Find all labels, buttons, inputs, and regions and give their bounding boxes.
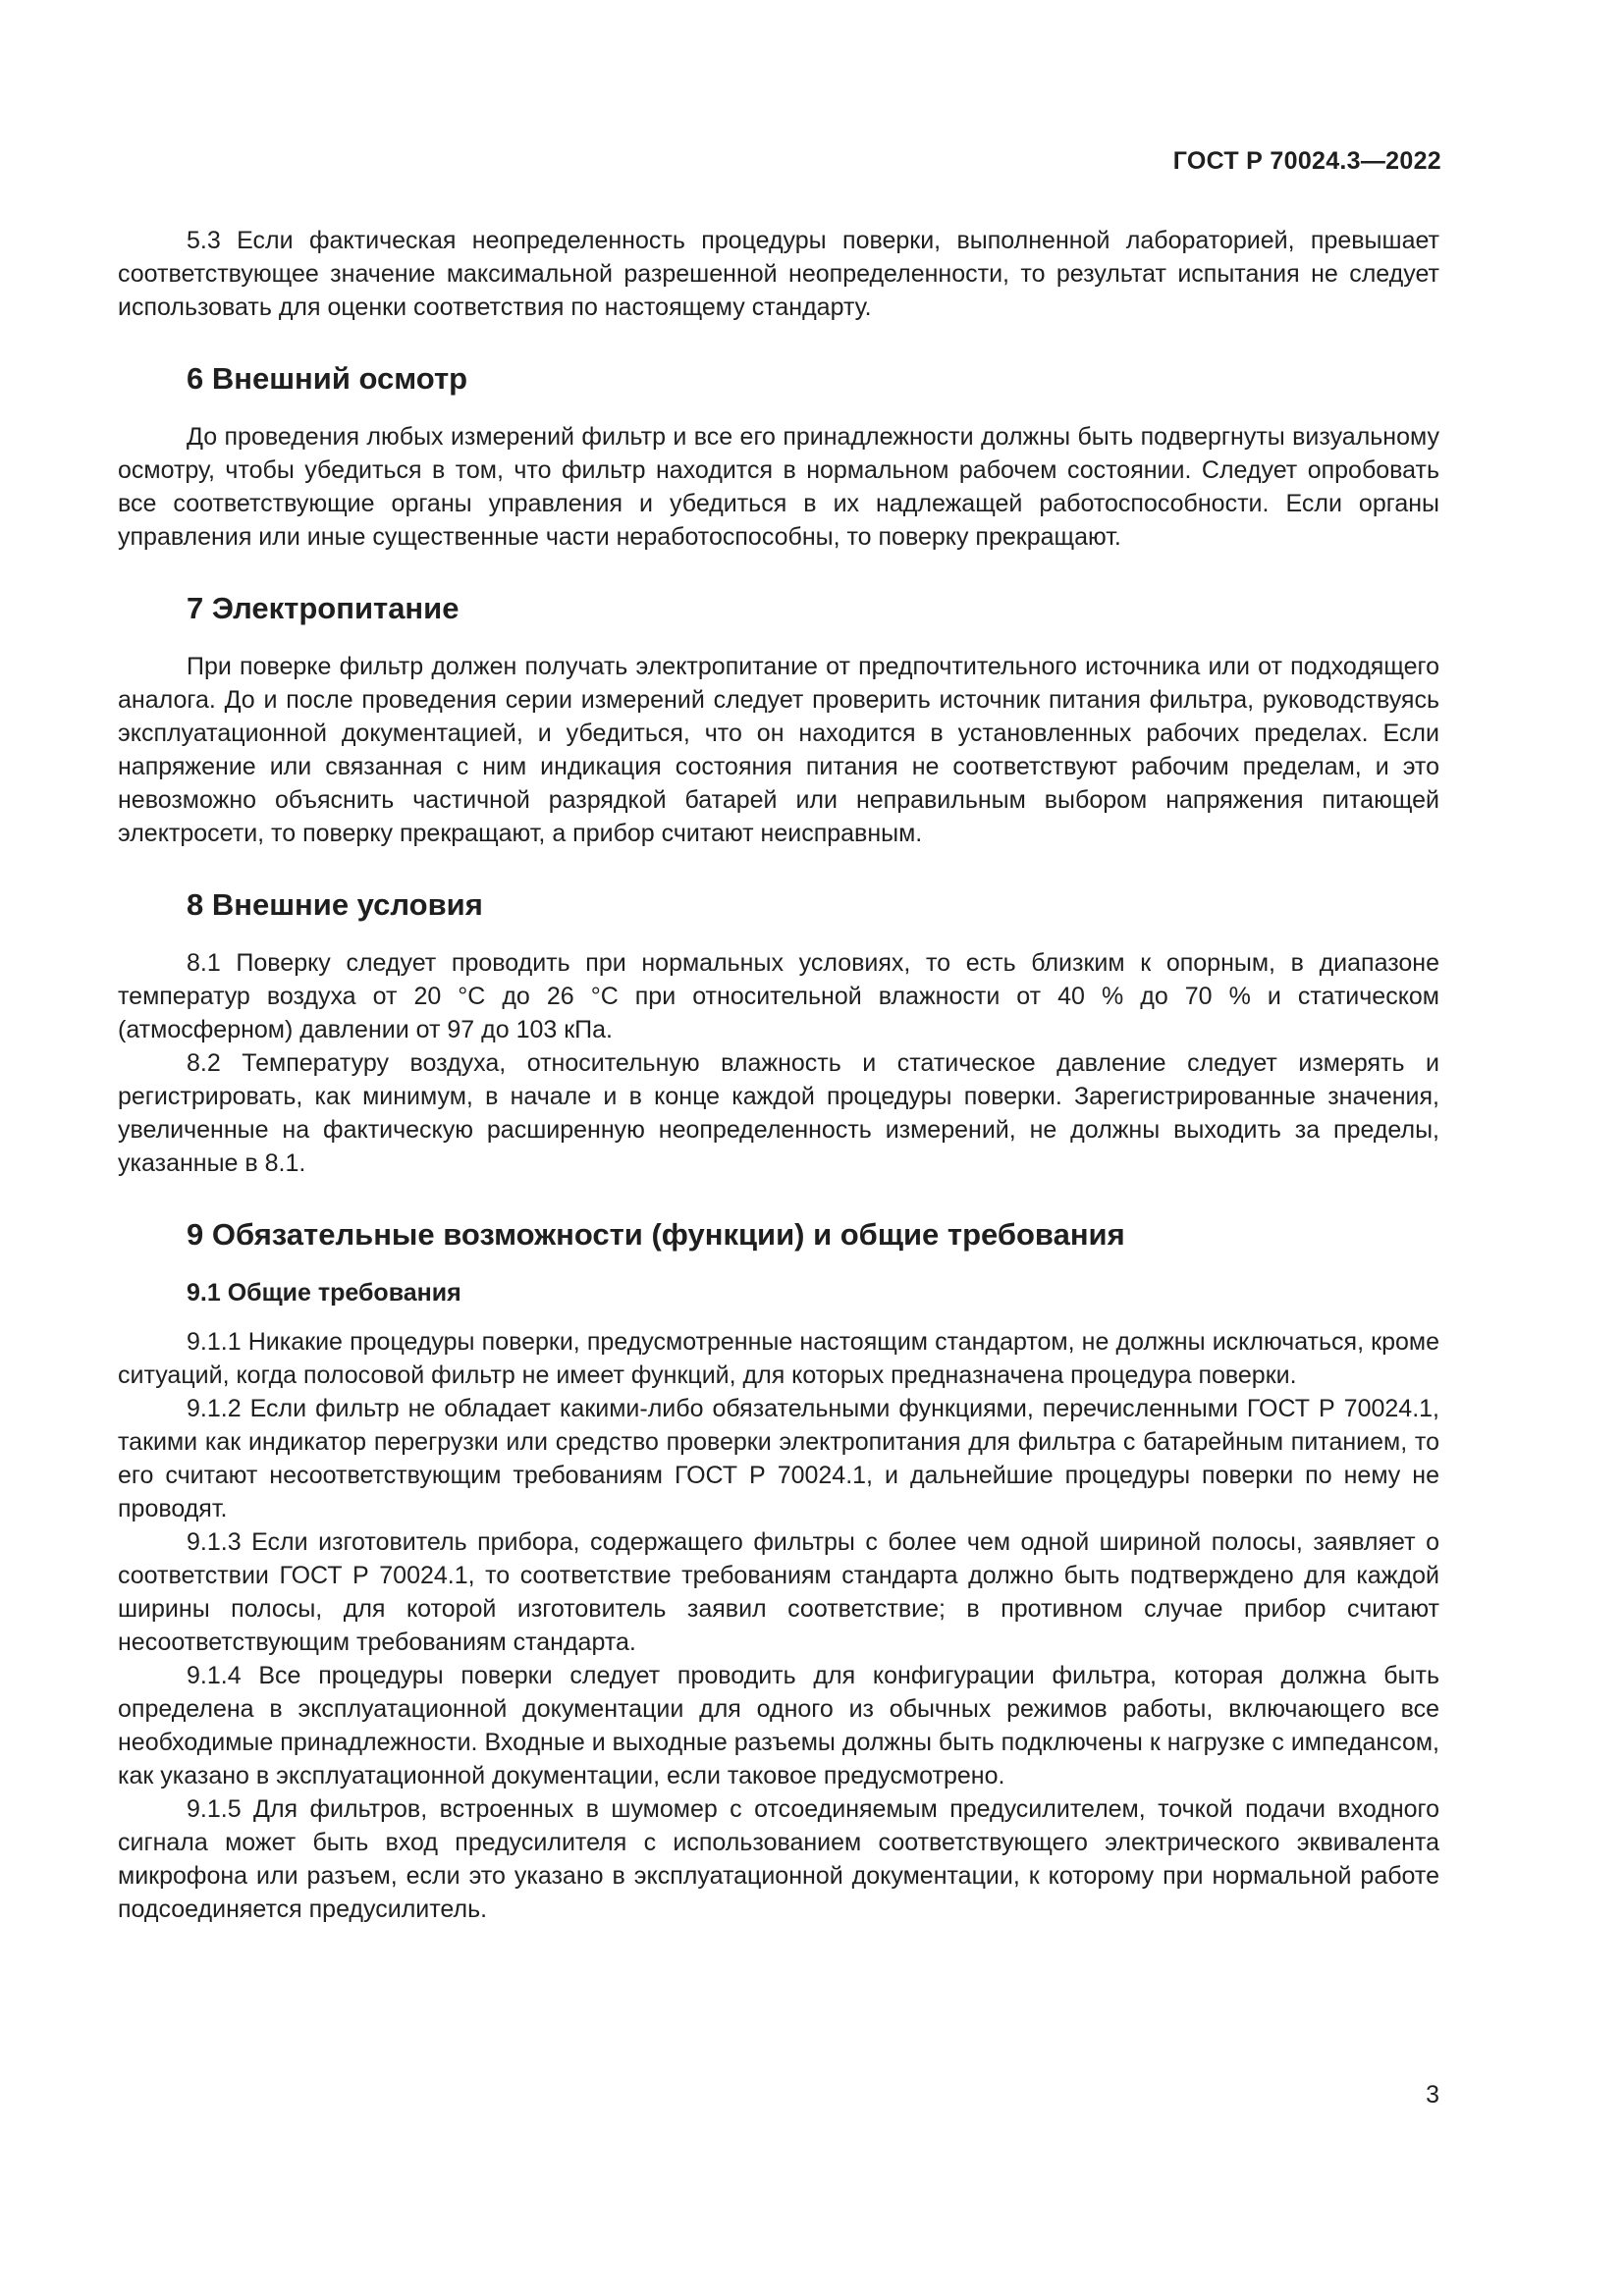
paragraph-9-1-1: 9.1.1 Никакие процедуры поверки, предусмотренные настоящим стандартом, не должны исключаться, кроме ситуаций, когда полосовой фильтр не имеет функций, для которых предназначена процедура поверки.	[118, 1328, 1439, 1389]
paragraph-9-1-4: 9.1.4 Все процедуры поверки следует проводить для конфигурации фильтра, которая должна быть определена в эксплуатационной документации для одного из обычных режимов работы, включающего все необходимые принадлежности. Входные и выходные разъемы должны быть подключены к нагрузке с импедансом, как указано в эксплуатационной документации, если таковое предусмотрено.	[118, 1662, 1439, 1789]
paragraph-5-3: 5.3 Если фактическая неопределенность процедуры поверки, выполненной лабораторией, превышает соответствующее значение максимальной разрешенной неопределенности, то результат испытания не следует использовать для оценки соответствия по настоящему стандарту.	[118, 227, 1439, 321]
heading-section-7: 7 Электропитание	[187, 591, 460, 625]
paragraph-9-1-2: 9.1.2 Если фильтр не обладает какими-либо обязательными функциями, перечисленными ГОСТ Р 70024.1, такими как индикатор перегрузки или средство проверки электропитания для фильтра с батарейным питанием, то его считают несоответствующим требованиям ГОСТ Р 70024.1, и дальнейшие процедуры поверки по нему не проводят.	[118, 1395, 1439, 1522]
document-header-id: ГОСТ Р 70024.3—2022	[1172, 147, 1441, 175]
heading-section-6: 6 Внешний осмотр	[187, 361, 468, 396]
paragraph-9-1-5: 9.1.5 Для фильтров, встроенных в шумомер с отсоединяемым предусилителем, точкой подачи входного сигнала может быть вход предусилителя с использованием соответствующего электрического эквивалента микрофона или разъем, если это указано в эксплуатационной документации, к которому при нормальной работе подсоединяется предусилитель.	[118, 1795, 1439, 1923]
document-body	[118, 224, 1439, 1926]
paragraph-9-1-3: 9.1.3 Если изготовитель прибора, содержащего фильтры с более чем одной шириной полосы, заявляет о соответствии ГОСТ Р 70024.1, то соответствие требованиям стандарта должно быть подтверждено для каждой ширины полосы, для которой изготовитель заявил соответствие; в противном случае прибор считают несоответствующим требованиям стандарта.	[118, 1528, 1439, 1656]
page-number: 3	[1426, 2081, 1439, 2109]
heading-section-9: 9 Обязательные возможности (функции) и общие требования	[187, 1217, 1125, 1252]
paragraph-6: До проведения любых измерений фильтр и все его принадлежности должны быть подвергнуты визуальному осмотру, чтобы убедиться в том, что фильтр находится в нормальном рабочем состоянии. Следует опробовать все соответствующие органы управления и убедиться в их надлежащей работоспособности. Если органы управления или иные существенные части неработоспособны, то поверку прекращают.	[118, 423, 1439, 551]
heading-section-8: 8 Внешние условия	[187, 887, 483, 922]
paragraph-7: При поверке фильтр должен получать электропитание от предпочтительного источника или от подходящего аналога. До и после проведения серии измерений следует проверить источник питания фильтра, руководствуясь эксплуатационной документацией, и убедиться, что он находится в установленных рабочих пределах. Если напряжение или связанная с ним индикация состояния питания не соответствуют рабочим пределам, и это невозможно объяснить частичной разрядкой батарей или неправильным выбором напряжения питающей электросети, то поверку прекращают, а прибор считают неисправным.	[118, 653, 1439, 847]
paragraph-8-1: 8.1 Поверку следует проводить при нормальных условиях, то есть близким к опорным, в диапазоне температур воздуха от 20 °С до 26 °С при относительной влажности от 40 % до 70 % и статическом (атмосферном) давлении от 97 до 103 кПа.	[118, 949, 1439, 1043]
paragraph-8-2: 8.2 Температуру воздуха, относительную влажность и статическое давление следует измерять и регистрировать, как минимум, в начале и в конце каждой процедуры поверки. Зарегистрированные значения, увеличенные на фактическую расширенную неопределенность измерений, не должны выходить за пределы, указанные в 8.1.	[118, 1049, 1439, 1177]
heading-section-9-1: 9.1 Общие требования	[187, 1279, 461, 1307]
